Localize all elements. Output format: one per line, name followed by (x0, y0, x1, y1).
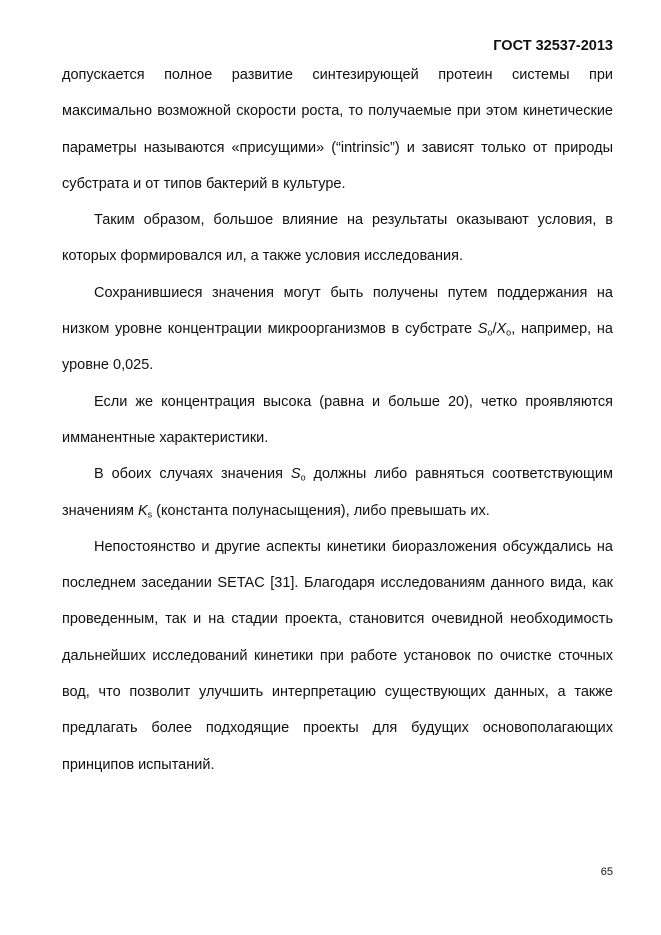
paragraph-retained-values (62, 275, 613, 384)
formula-slash: / (492, 321, 497, 338)
document-body (62, 57, 613, 783)
paragraph-text: (константа полунасыщения), либо превышать их. (152, 502, 490, 519)
formula-x-symbol: X (496, 321, 507, 338)
formula-s-symbol: S (477, 321, 488, 338)
page-number: 65 (600, 866, 613, 878)
formula-k-subscript: s (147, 508, 153, 519)
formula-s-subscript: o (300, 472, 306, 483)
paragraph-text: Сохранившиеся значения могут быть получены путем поддержания на низком уровне концентрации микроорганизмов в субстрате (62, 284, 613, 338)
paragraph-text: В обоих случаях значения (94, 466, 291, 483)
paragraph-conditions: Таким образом, большое влияние на результаты оказывают условия, в которых формировался ил, а также условия исследования. (62, 212, 613, 265)
formula-x-subscript: o (506, 327, 512, 338)
formula-s-subscript: o (487, 327, 493, 338)
paragraph-text: , например, на уровне 0,025. (62, 321, 613, 374)
paragraph-both-cases (62, 456, 613, 529)
paragraph-kinetics-research: Непостоянство и другие аспекты кинетики биоразложения обсуждались на последнем заседании SETAC [31]. Благодаря исследованиям данного вида, как проведенным, так и на стадии проекта, становится очевидной необходимость дальнейших исследований кинетики при работе установок по очистке сточных вод, что позволит улучшить интерпретацию существующих данных, а также предлагать более подходящие проекты для будущих основополагающих принципов испытаний. (62, 538, 613, 773)
paragraph-text: должны либо равняться соответствующим значениям (62, 466, 613, 519)
standard-code-header: ГОСТ 32537-2013 (493, 38, 613, 54)
paragraph-continuation: допускается полное развитие синтезирующей протеин системы при максимально возможной скорости роста, то получаемые при этом кинетические параметры называются «присущими» (“intrinsic”) и зависят только от природы субстрата и от типов бактерий в культуре. (62, 67, 613, 192)
formula-s-symbol: S (290, 466, 301, 483)
paragraph-high-concentration: Если же концентрация высока (равна и больше 20), четко проявляются имманентные характеристики. (62, 393, 613, 446)
formula-k-symbol: K (137, 502, 148, 519)
